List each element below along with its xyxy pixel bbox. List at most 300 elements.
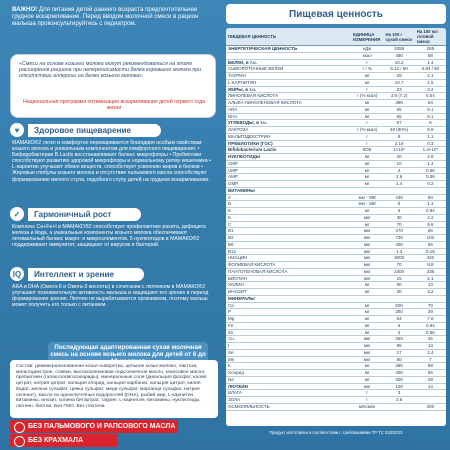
table-cell bbox=[415, 187, 446, 194]
no-icon bbox=[14, 436, 25, 447]
table-cell: Cu bbox=[226, 336, 351, 343]
table-cell: ФОЛИЕВАЯ КИСЛОТА bbox=[226, 262, 351, 269]
table-row bbox=[226, 214, 446, 221]
table-row bbox=[226, 66, 446, 73]
table-cell: мкг - ME bbox=[351, 201, 384, 208]
table-cell: г bbox=[351, 133, 384, 140]
table-cell: 66 bbox=[415, 228, 446, 235]
table-cell: 45 bbox=[415, 336, 446, 343]
table-cell: 0.56 bbox=[415, 167, 446, 174]
table-cell: ЛИНОЛЕВАЯ КИСЛОТА bbox=[226, 93, 351, 100]
table-cell: г bbox=[351, 390, 384, 397]
left-column bbox=[8, 4, 220, 446]
table-cell: 13 bbox=[415, 343, 446, 350]
brain-icon: IQ bbox=[10, 267, 24, 281]
section-title: Гармоничный рост bbox=[28, 208, 141, 221]
table-cell: мкг bbox=[351, 228, 384, 235]
table-cell: 56 bbox=[415, 241, 446, 248]
table-cell: B2 bbox=[226, 235, 351, 242]
table-cell: АЛЬФА-ЛИНОЛЕНОВАЯ КИСЛОТА bbox=[226, 100, 351, 107]
table-cell: мг bbox=[351, 289, 384, 296]
no-icon bbox=[14, 422, 25, 433]
table-cell: E bbox=[226, 208, 351, 215]
table-row bbox=[226, 309, 446, 316]
badge-label: БЕЗ ПАЛЬМОВОГО И РАПСОВОГО МАСЛА bbox=[28, 423, 176, 430]
table-cell: мкг bbox=[351, 343, 384, 350]
table-row bbox=[226, 255, 446, 262]
table-cell: 10.7 bbox=[383, 79, 414, 86]
table-header-row bbox=[226, 28, 446, 46]
table-cell: ЭНЕРГЕТИЧЕСКАЯ ЦЕННОСТЬ bbox=[226, 46, 351, 53]
table-cell: 400 bbox=[383, 241, 414, 248]
column-header: На 100 мл готовой смеси bbox=[415, 28, 446, 46]
table-row bbox=[226, 201, 446, 208]
table-cell: 485 bbox=[383, 363, 414, 370]
table-cell: 54 bbox=[383, 316, 414, 323]
table-cell: 280 bbox=[383, 309, 414, 316]
table-cell: 0.84 / 60 bbox=[415, 66, 446, 73]
table-cell: мг bbox=[351, 174, 384, 181]
table-cell: г bbox=[351, 140, 384, 147]
table-cell: 39 bbox=[415, 309, 446, 316]
table-cell: 0.54 bbox=[415, 93, 446, 100]
table-cell: 14 bbox=[415, 383, 446, 390]
table-row bbox=[226, 73, 446, 80]
table-cell: 56 bbox=[415, 370, 446, 377]
table-cell: г (% ккал) bbox=[351, 93, 384, 100]
table-cell: НУКЛЕОТИДЫ bbox=[226, 154, 351, 161]
table-row bbox=[226, 316, 446, 323]
table-cell: мкг bbox=[351, 336, 384, 343]
table-cell: 430 bbox=[383, 194, 414, 201]
column-header: ЕДИНИЦА ИЗМЕРЕНИЯ bbox=[351, 28, 384, 46]
table-cell: 0.56 bbox=[415, 329, 446, 336]
warning-text: Для питания детей раннего возраста предпочтительнее грудное вскармливание. Перед вводом молочной смеси в рацион малыша проконсультируйтесь с педиатром. bbox=[12, 6, 199, 27]
table-cell: 1.1 bbox=[415, 133, 446, 140]
table-cell: 3.9 (7.2) bbox=[383, 93, 414, 100]
table-cell: 10 bbox=[383, 160, 414, 167]
table-cell: L-КАРНИТИН bbox=[226, 79, 351, 86]
table-cell: 8 bbox=[415, 120, 446, 127]
table-row bbox=[226, 262, 446, 269]
table-cell: 1.4 bbox=[383, 181, 414, 188]
table-row bbox=[226, 52, 446, 59]
table-row bbox=[226, 363, 446, 370]
table-cell: 336 bbox=[415, 268, 446, 275]
table-row bbox=[226, 322, 446, 329]
table-cell: 500 bbox=[383, 302, 414, 309]
table-cell: Bifidobacterium Lactis bbox=[226, 147, 351, 154]
table-row bbox=[226, 376, 446, 383]
table-cell: 57 bbox=[383, 120, 414, 127]
info-box-text: «Смеси на основе козьего молока могут рекомендоваться на этапе расширения рациона при непереносимости белка коровьего молока при отсутствии аллергии на белки козьего молока». bbox=[19, 61, 202, 80]
nutrition-title: Пищевая ценность bbox=[226, 4, 446, 24]
table-cell: 0.2 bbox=[415, 181, 446, 188]
table-cell: ЛЮТЕИН bbox=[226, 383, 351, 390]
formula-title: Последующая адаптированная сухая молочная смесь на основе козьего молока для детей от 6 до bbox=[48, 342, 208, 368]
table-cell: г bbox=[351, 120, 384, 127]
table-cell: 9.1 bbox=[415, 113, 446, 120]
table-cell: K bbox=[226, 363, 351, 370]
table-cell bbox=[226, 52, 351, 59]
table-cell: 0.84 bbox=[415, 208, 446, 215]
table-cell: мг bbox=[351, 282, 384, 289]
table-cell: 2058 bbox=[383, 46, 414, 53]
table-cell: 470 bbox=[383, 228, 414, 235]
table-row bbox=[226, 289, 446, 296]
table-cell: Se bbox=[226, 349, 351, 356]
table-cell: Mn bbox=[226, 356, 351, 363]
table-cell: Fe bbox=[226, 322, 351, 329]
section-text: Комплекс Ca+Fe+I в МАМАКО®2 способствует профилактике рахита, дефицита железа и йода, а уникальные компоненты козьего молока обеспечивают оптимальный баланс макро- и микроэлементов. 5 нуклеотидов в МАМАКО®2 поддерживают иммунитет, защищают от вирусов и бактерий. bbox=[12, 224, 206, 249]
info-box bbox=[10, 54, 216, 118]
table-cell: мкг bbox=[351, 383, 384, 390]
table-cell: мг bbox=[351, 181, 384, 188]
table-row bbox=[226, 390, 446, 397]
table-row bbox=[226, 248, 446, 255]
table-cell: 13 bbox=[415, 282, 446, 289]
table-cell: мг bbox=[351, 113, 384, 120]
table-row bbox=[226, 228, 446, 235]
table-cell: 70 bbox=[383, 221, 414, 228]
table-cell: мкг bbox=[351, 255, 384, 262]
table-cell: мг bbox=[351, 208, 384, 215]
table-cell: КОЕ bbox=[351, 147, 384, 154]
table-cell: 1.4 bbox=[415, 160, 446, 167]
table-cell: Zn bbox=[226, 329, 351, 336]
table-cell: 9.1 bbox=[415, 106, 446, 113]
table-cell: 325 bbox=[383, 336, 414, 343]
digestion-icon: ♥ bbox=[10, 123, 24, 137]
table-row bbox=[226, 282, 446, 289]
table-cell bbox=[415, 295, 446, 302]
table-cell: 17 bbox=[383, 349, 414, 356]
table-row bbox=[226, 241, 446, 248]
table-cell: 65 bbox=[383, 113, 414, 120]
table-body bbox=[226, 46, 446, 411]
table-cell: 23 bbox=[383, 86, 414, 93]
table-cell: 4.1 bbox=[415, 73, 446, 80]
table-row bbox=[226, 383, 446, 390]
table-cell: мкг bbox=[351, 268, 384, 275]
table-cell: СМР bbox=[226, 160, 351, 167]
table-cell bbox=[351, 187, 384, 194]
info-box-note: Национальная программа оптимизации вскармливания детей первого года жизни bbox=[22, 99, 205, 111]
table-cell: UMP bbox=[226, 167, 351, 174]
nutrition-table bbox=[226, 28, 446, 411]
table-cell: 6 bbox=[383, 322, 414, 329]
table-cell: мг bbox=[351, 363, 384, 370]
table-cell: г (% ккал) bbox=[351, 127, 384, 134]
table-row bbox=[226, 59, 446, 66]
table-cell: мг bbox=[351, 316, 384, 323]
table-cell: 2.4 bbox=[415, 349, 446, 356]
table-row bbox=[226, 181, 446, 188]
table-cell bbox=[351, 295, 384, 302]
table-row bbox=[226, 154, 446, 161]
table-row bbox=[226, 113, 446, 120]
table-cell: 102 bbox=[415, 235, 446, 242]
table-cell: мг bbox=[351, 376, 384, 383]
table-cell: 300 bbox=[415, 403, 446, 410]
section-text: МАМАКО®2 легко и комфортно переваривается благодаря особым свойствам козьего молока и уникальным компонентам для комфортного пищеварения: • Бифидобактерии B.Lactis восстанавливают баланс микрофлоры • Пребиотики способствуют развитию здоровой микрофлоры и нормальному ритму кишечника • L-карнитин улучшает обмен веществ, способствует усвоению жиров и белков • Жировые глобулы козьего молока и отсутствие пальмового масла способствуют формированию мягкого стула, подобного стулу детей на грудном вскармливании. bbox=[12, 140, 211, 183]
table-cell: мг bbox=[351, 302, 384, 309]
table-cell: 2.1 bbox=[415, 275, 446, 282]
table-cell: 2.8 bbox=[415, 154, 446, 161]
table-cell: Na bbox=[226, 376, 351, 383]
badge-no-starch bbox=[10, 434, 118, 447]
table-cell: 30 bbox=[383, 214, 414, 221]
table-cell: ПАНТОТЕНОВАЯ КИСЛОТА bbox=[226, 268, 351, 275]
section-digestion bbox=[10, 122, 216, 183]
composition-text: Состав: деминерализованная козья сыворотка, цельное козье молоко, лактоза, мальтодекстрин, сливки, высокоолеиновое подсолнечное масло, кокосовое масло, пребиотики (галактоолигосахариды), минеральные соли (дикальция фосфат, калия цитрат, натрия цитрат, кальция хлорид, кальция карбонат, кальция цитрат, калия йодат, железа сульфат, цинка сульфат, меди сульфат, марганца сульфат, натрия селенат), масло из одноклеточных водорослей (DHA), рыбий жир, L-карнитин, витамины, инозит, холина битартрат, таурин, L-карнитин, витамины, нуклеотиды, лютеин, биотин. Без ГМО. Без глютена. bbox=[16, 364, 207, 409]
table-cell: 490 bbox=[383, 52, 414, 59]
table-cell: мкг bbox=[351, 214, 384, 221]
table-cell: ЖИРЫ, в т.ч. bbox=[226, 86, 351, 93]
table-row bbox=[226, 343, 446, 350]
table-cell: 8 bbox=[383, 201, 414, 208]
table-cell: 6.12 / 60 bbox=[383, 66, 414, 73]
table-cell: 60 bbox=[415, 194, 446, 201]
table-cell: 1.4×10⁷ bbox=[415, 147, 446, 154]
table-cell: УГЛЕВОДЫ, в т.ч. bbox=[226, 120, 351, 127]
table-cell: Ca bbox=[226, 302, 351, 309]
table-cell: 0.3 bbox=[415, 140, 446, 147]
table-cell: ОСМОЛЯЛЬНОСТЬ bbox=[226, 403, 351, 410]
table-row bbox=[226, 106, 446, 113]
table-cell: 15 bbox=[383, 275, 414, 282]
table-cell: GMP bbox=[226, 181, 351, 188]
table-cell: 200 bbox=[383, 376, 414, 383]
table-cell: K bbox=[226, 214, 351, 221]
table-cell: 3000 bbox=[383, 255, 414, 262]
table-cell: Хлорид bbox=[226, 370, 351, 377]
table-cell: г / % bbox=[351, 66, 384, 73]
table-cell: мг bbox=[351, 370, 384, 377]
table-cell: 95 bbox=[383, 343, 414, 350]
table-cell: мг bbox=[351, 160, 384, 167]
table-cell: ИНОЗИТ bbox=[226, 289, 351, 296]
table-cell: 10.2 bbox=[383, 59, 414, 66]
column-header: ПИЩЕВАЯ ЦЕННОСТЬ bbox=[226, 28, 351, 46]
table-row bbox=[226, 160, 446, 167]
table-cell: ARA bbox=[226, 106, 351, 113]
table-cell: 3.8 bbox=[383, 397, 414, 404]
section-title: Интеллект и зрение bbox=[28, 268, 144, 281]
table-cell: ВИТАМИНЫ bbox=[226, 187, 351, 194]
table-cell: мг bbox=[351, 106, 384, 113]
table-cell: A bbox=[226, 194, 351, 201]
table-cell bbox=[383, 295, 414, 302]
table-row bbox=[226, 235, 446, 242]
table-cell: 730 bbox=[383, 235, 414, 242]
table-row bbox=[226, 329, 446, 336]
table-cell: B12 bbox=[226, 248, 351, 255]
table-row bbox=[226, 140, 446, 147]
table-cell: C bbox=[226, 221, 351, 228]
table-cell: МИНЕРАЛЫ bbox=[226, 295, 351, 302]
table-cell: ЛАКТОЗА bbox=[226, 127, 351, 134]
table-cell: мг bbox=[351, 322, 384, 329]
table-cell: мкг bbox=[351, 356, 384, 363]
table-cell: мкг bbox=[351, 248, 384, 255]
table-cell: 4.2 bbox=[415, 214, 446, 221]
table-cell: 7 bbox=[415, 356, 446, 363]
table-cell: 100 bbox=[383, 383, 414, 390]
table-cell: 1×10⁸ bbox=[383, 147, 414, 154]
table-row bbox=[226, 208, 446, 215]
table-cell: мг bbox=[351, 79, 384, 86]
nutrition-table-wrap bbox=[226, 28, 446, 426]
table-cell: ХОЛИН bbox=[226, 282, 351, 289]
section-intellect bbox=[10, 266, 216, 308]
table-row bbox=[226, 133, 446, 140]
table-cell: мкг bbox=[351, 235, 384, 242]
table-cell: 68 bbox=[415, 52, 446, 59]
table-cell: мг bbox=[351, 154, 384, 161]
table-cell: DHA bbox=[226, 113, 351, 120]
table-cell: 7.6 bbox=[415, 316, 446, 323]
table-cell: 1.3 bbox=[383, 248, 414, 255]
table-cell: P bbox=[226, 309, 351, 316]
section-title: Здоровое пищеварение bbox=[28, 124, 161, 137]
table-cell: 70 bbox=[383, 262, 414, 269]
table-cell: 54 bbox=[415, 100, 446, 107]
table-cell: ПРЕБИОТИКИ (ГОС) bbox=[226, 140, 351, 147]
table-cell: БИОТИН bbox=[226, 275, 351, 282]
table-cell: 0.18 bbox=[415, 248, 446, 255]
table-cell: 400 bbox=[383, 370, 414, 377]
table-row bbox=[226, 295, 446, 302]
badge-no-palm-oil bbox=[10, 420, 178, 433]
table-row bbox=[226, 336, 446, 343]
table-cell: 388 bbox=[383, 100, 414, 107]
table-cell: 50 bbox=[383, 356, 414, 363]
table-cell: мг bbox=[351, 309, 384, 316]
table-cell bbox=[383, 403, 414, 410]
table-cell: г bbox=[351, 59, 384, 66]
table-cell: 9.8 bbox=[415, 262, 446, 269]
table-cell: 1.4 bbox=[415, 59, 446, 66]
table-cell: 70 bbox=[415, 302, 446, 309]
warning-block bbox=[12, 6, 212, 27]
table-cell: ВЛАГА bbox=[226, 390, 351, 397]
table-cell: мкг bbox=[351, 262, 384, 269]
table-cell: 2.6 bbox=[383, 174, 414, 181]
table-cell: ТАУРИН bbox=[226, 73, 351, 80]
table-row bbox=[226, 93, 446, 100]
table-cell: НИАЦИН bbox=[226, 255, 351, 262]
table-cell bbox=[415, 390, 446, 397]
table-cell: AMP bbox=[226, 174, 351, 181]
table-row bbox=[226, 174, 446, 181]
table-row bbox=[226, 79, 446, 86]
table-row bbox=[226, 268, 446, 275]
table-cell bbox=[383, 187, 414, 194]
table-cell: 90 bbox=[383, 282, 414, 289]
table-cell bbox=[415, 397, 446, 404]
column-header: На 100 г сухой смеси bbox=[383, 28, 414, 46]
table-cell: I bbox=[226, 343, 351, 350]
table-cell: 6.9 bbox=[415, 127, 446, 134]
table-cell: 420 bbox=[415, 255, 446, 262]
table-cell: мкг bbox=[351, 241, 384, 248]
table-cell: 3.2 bbox=[415, 86, 446, 93]
table-cell: 28 bbox=[415, 376, 446, 383]
table-cell: 1.1 bbox=[415, 201, 446, 208]
growth-icon: ✓ bbox=[10, 207, 24, 221]
table-cell: СЫВОРОТОЧНЫЕ БЕЛКИ bbox=[226, 66, 351, 73]
table-cell: мкг - ME bbox=[351, 194, 384, 201]
table-cell: 9.8 bbox=[415, 221, 446, 228]
table-cell: 6 bbox=[383, 208, 414, 215]
table-cell: мг bbox=[351, 167, 384, 174]
table-cell: мг bbox=[351, 100, 384, 107]
table-row bbox=[226, 100, 446, 107]
table-cell: г bbox=[351, 397, 384, 404]
table-cell: 285 bbox=[415, 46, 446, 53]
table-row bbox=[226, 349, 446, 356]
table-row bbox=[226, 221, 446, 228]
table-cell: 20 bbox=[383, 154, 414, 161]
table-cell: 2400 bbox=[383, 268, 414, 275]
table-row bbox=[226, 275, 446, 282]
table-cell: мкг bbox=[351, 349, 384, 356]
table-cell: 4.2 bbox=[415, 289, 446, 296]
section-growth bbox=[10, 206, 216, 248]
composition-box bbox=[10, 360, 218, 418]
table-cell: 29 bbox=[383, 73, 414, 80]
table-cell: БЕЛКИ, в т.ч. bbox=[226, 59, 351, 66]
table-cell: B6 bbox=[226, 241, 351, 248]
badge-label: БЕЗ КРАХМАЛА bbox=[28, 437, 84, 444]
table-row bbox=[226, 302, 446, 309]
table-row bbox=[226, 86, 446, 93]
table-cell: 30 bbox=[383, 289, 414, 296]
table-cell: 0.36 bbox=[415, 174, 446, 181]
table-cell: Mg bbox=[226, 316, 351, 323]
table-cell: B1 bbox=[226, 228, 351, 235]
table-row bbox=[226, 127, 446, 134]
table-row bbox=[226, 167, 446, 174]
table-row bbox=[226, 403, 446, 410]
table-cell: 3 bbox=[383, 390, 414, 397]
section-text: ARA и DHA (Омега-6 и Омега-3 кислоты) в сочетании с лютеином в МАМАКО®2 улучшают познавательную активность малыша и защищают его зрение в период формирования зрения. Лютеин не вырабатывается организмом, поэтому малыш может получить его только с питанием. bbox=[12, 284, 209, 309]
table-cell: мкг bbox=[351, 275, 384, 282]
table-row bbox=[226, 120, 446, 127]
table-row bbox=[226, 370, 446, 377]
table-cell: 49 (80%) bbox=[383, 127, 414, 134]
footnote: Продукт изготовлен в соответствии с требованиями ТР ТС 033/2013 bbox=[269, 430, 403, 435]
table-cell: ЗОЛА bbox=[226, 397, 351, 404]
table-cell: 1.5 bbox=[415, 79, 446, 86]
table-cell: мОсм/кг bbox=[351, 403, 384, 410]
warning-heading: ВАЖНО! bbox=[12, 6, 38, 13]
table-row bbox=[226, 147, 446, 154]
table-cell: 0.84 bbox=[415, 322, 446, 329]
table-cell: г bbox=[351, 86, 384, 93]
table-row bbox=[226, 194, 446, 201]
table-row bbox=[226, 187, 446, 194]
table-cell: 65 bbox=[383, 106, 414, 113]
table-cell: 8 bbox=[383, 133, 414, 140]
table-cell: ккал bbox=[351, 52, 384, 59]
table-cell: мг bbox=[351, 329, 384, 336]
table-cell: 4 bbox=[383, 167, 414, 174]
table-cell: 2.15 bbox=[383, 140, 414, 147]
table-row bbox=[226, 356, 446, 363]
table-cell: мг bbox=[351, 221, 384, 228]
